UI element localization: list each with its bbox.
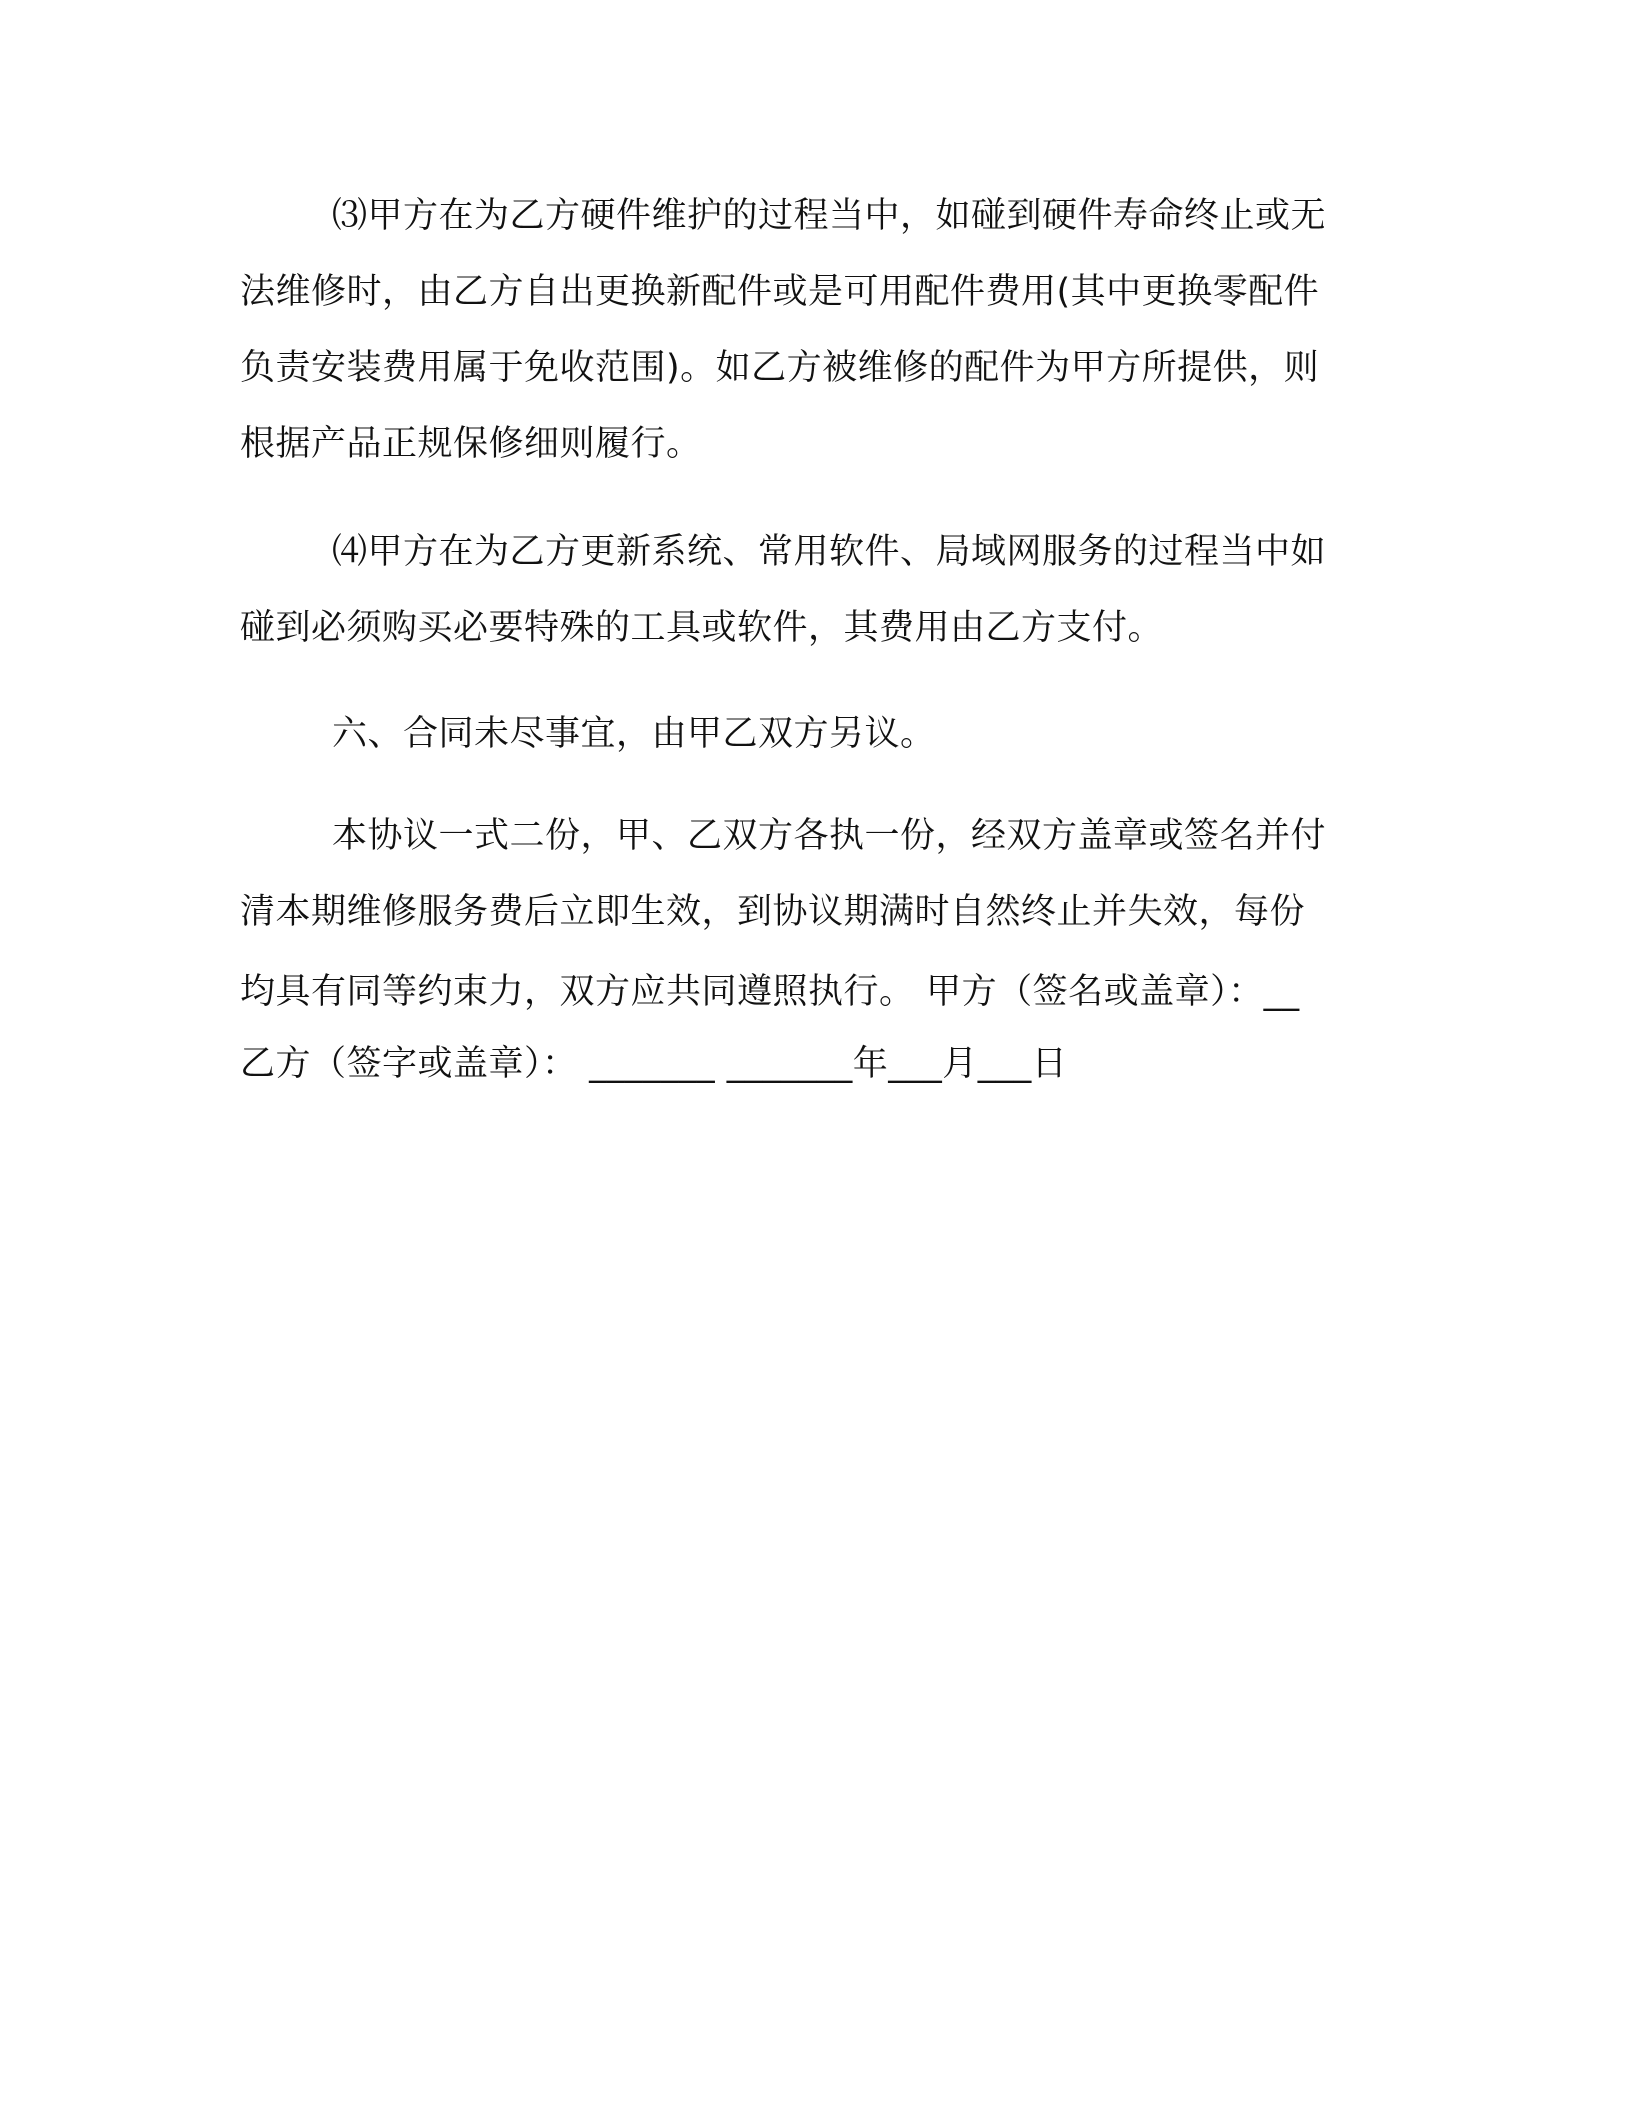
paragraph-1-line-4: 根据产品正规保修细则履行。 (240, 424, 702, 464)
paragraph-4-line-2: 清本期维修服务费后立即生效，到协议期满时自然终止并失效，每份 (240, 892, 1306, 932)
section-six-line: 六、合同未尽事宜，由甲乙双方另议。 (332, 714, 936, 754)
paragraph-1-line-2: 法维修时，由乙方自出更换新配件或是可用配件费用(其中更换零配件 (240, 272, 1320, 312)
paragraph-1-line-3: 负责安装费用属于免收范围)。如乙方被维修的配件为甲方所提供，则 (240, 348, 1320, 388)
signature-line: 乙方（签字或盖章）： _______ _______年___月___日 (240, 1044, 1068, 1084)
paragraph-2-line-1: ⑷甲方在为乙方更新系统、常用软件、局域网服务的过程当中如 (332, 532, 1327, 572)
paragraph-4-line-3: 均具有同等约束力，双方应共同遵照执行。 甲方（签名或盖章）：__ (240, 972, 1300, 1012)
paragraph-1-line-1: ⑶甲方在为乙方硬件维护的过程当中，如碰到硬件寿命终止或无 (332, 196, 1327, 236)
paragraph-4-line-1: 本协议一式二份，甲、乙双方各执一份，经双方盖章或签名并付 (332, 816, 1327, 856)
paragraph-2-line-2: 碰到必须购买必要特殊的工具或软件，其费用由乙方支付。 (240, 608, 1164, 648)
